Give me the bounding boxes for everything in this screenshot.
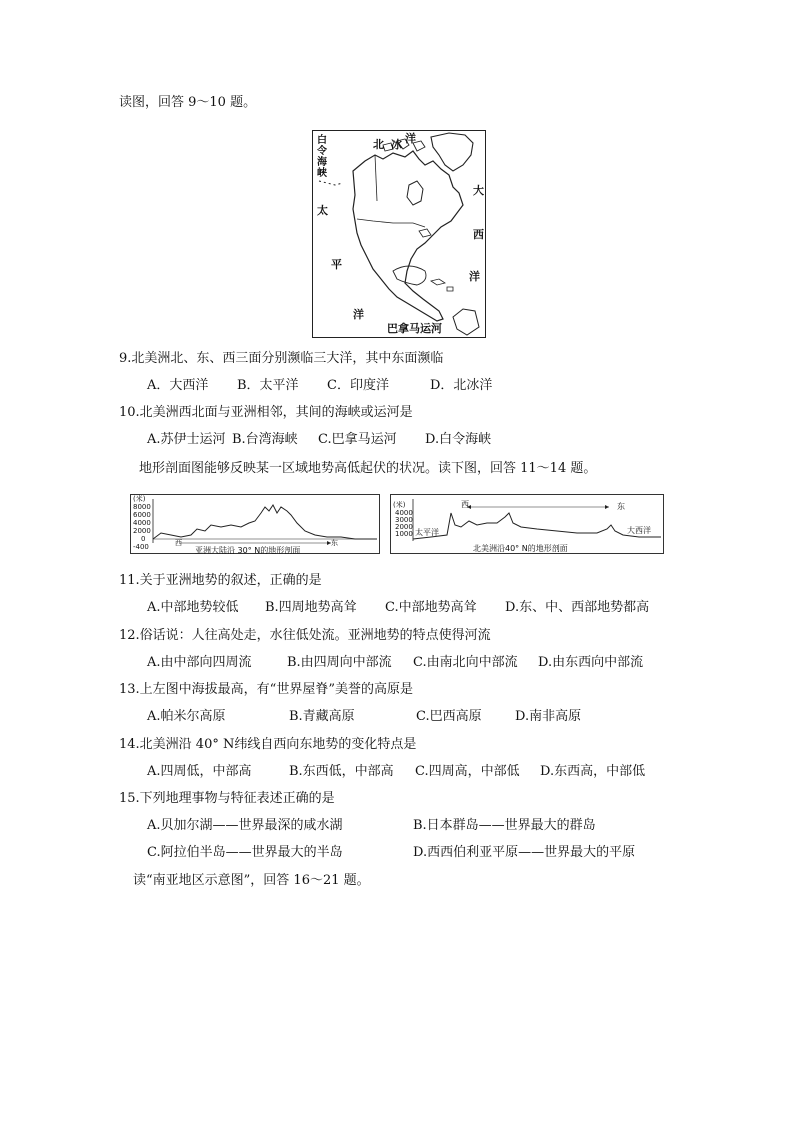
q9-stem: 9.北美洲北、东、西三面分别濒临三大洋，其中东面濒临 — [119, 351, 444, 366]
intro3-text: 读“南亚地区示意图”，回答 16～21 题。 — [133, 873, 370, 888]
q15-option-a: A.贝加尔湖——世界最深的咸水湖 — [147, 818, 343, 833]
asia-profile-figure — [130, 494, 380, 554]
q10-stem: 10.北美洲西北面与亚洲相邻，其间的海峡或运河是 — [119, 405, 413, 420]
q9-option-a: A．大西洋 — [147, 378, 209, 393]
na-y-tick-1: 3000 — [395, 516, 413, 524]
q9-option-b: B．太平洋 — [237, 378, 299, 393]
q9-option-c: C．印度洋 — [327, 378, 389, 393]
na-y-tick-0: 4000 — [395, 509, 413, 517]
na-y-unit: (米) — [393, 501, 406, 509]
q10-option-b: B.台湾海峡 — [232, 432, 298, 447]
q13-stem: 13.上左图中海拔最高，有“世界屋脊”美誉的高原是 — [119, 682, 413, 697]
pacific-label-tai: 太 — [317, 204, 328, 217]
q10-option-a: A.苏伊士运河 — [147, 432, 226, 447]
atlantic-label-xi: 西 — [473, 228, 484, 241]
asia-y-tick-5: -400 — [133, 543, 149, 551]
north-america-map — [312, 130, 486, 338]
q11-stem: 11.关于亚洲地势的叙述，正确的是 — [119, 573, 322, 588]
q12-option-d: D.由东西向中部流 — [538, 655, 644, 670]
q12-option-a: A.由中部向四周流 — [147, 655, 252, 670]
arctic-label-ocean: 洋 — [405, 132, 416, 145]
q14-option-a: A.四周低，中部高 — [147, 764, 252, 779]
q15-option-c: C.阿拉伯半岛——世界最大的半岛 — [147, 845, 343, 860]
q13-option-a: A.帕米尔高原 — [147, 709, 226, 724]
q9-option-d: D．北冰洋 — [430, 378, 493, 393]
asia-y-unit: (米) — [133, 495, 146, 503]
q13-option-b: B.青藏高原 — [289, 709, 355, 724]
q14-option-c: C.四周高，中部低 — [415, 764, 520, 779]
asia-y-tick-1: 6000 — [133, 511, 151, 519]
q14-option-b: B.东西低，中部高 — [289, 764, 394, 779]
na-atlantic-label: 大西洋 — [627, 526, 651, 535]
asia-y-tick-2: 4000 — [133, 519, 151, 527]
asia-west-label: 西 — [175, 539, 182, 547]
q14-stem: 14.北美洲沿 40° N纬线自西向东地势的变化特点是 — [119, 737, 417, 752]
pacific-label-ocean: 洋 — [353, 308, 364, 321]
asia-profile-caption: 亚洲大陆沿 30° N的地形剖面 — [195, 546, 301, 555]
q12-stem: 12.俗话说：人往高处走，水往低处流。亚洲地势的特点使得河流 — [119, 628, 491, 643]
bering-strait-label: 白令海峡 — [317, 135, 327, 179]
q12-option-b: B.由四周向中部流 — [287, 655, 392, 670]
q15-stem: 15.下列地理事物与特征表述正确的是 — [119, 791, 335, 806]
north-america-outline — [313, 131, 485, 337]
na-y-tick-3: 1000 — [395, 530, 413, 538]
na-west-label: 西 — [461, 500, 469, 509]
asia-y-tick-3: 2000 — [133, 527, 151, 535]
q11-option-d: D.东、中、西部地势都高 — [505, 600, 650, 615]
q13-option-c: C.巴西高原 — [416, 709, 482, 724]
q12-option-c: C.由南北向中部流 — [413, 655, 518, 670]
na-pacific-label: 太平洋 — [415, 528, 439, 537]
intro-text: 读图，回答 9～10 题。 — [119, 95, 257, 110]
q15-option-b: B.日本群岛——世界最大的群岛 — [413, 818, 596, 833]
asia-y-tick-0: 8000 — [133, 503, 151, 511]
q11-option-b: B.四周地势高耸 — [265, 600, 357, 615]
asia-y-tick-4: 0 — [141, 535, 146, 543]
na-y-tick-2: 2000 — [395, 523, 413, 531]
arctic-label-north: 北 — [373, 138, 384, 151]
q13-option-d: D.南非高原 — [515, 709, 582, 724]
intro2-text: 地形剖面图能够反映某一区域地势高低起伏的状况。读下图，回答 11～14 题。 — [139, 461, 597, 476]
atlantic-label-da: 大 — [473, 184, 484, 197]
na-profile-figure — [390, 494, 664, 554]
q11-option-c: C.中部地势高耸 — [385, 600, 477, 615]
atlantic-label-ocean: 洋 — [469, 270, 480, 283]
arctic-label-ice: 冰 — [391, 138, 402, 151]
q15-option-d: D.西西伯利亚平原——世界最大的平原 — [413, 845, 636, 860]
q10-option-d: D.白令海峡 — [425, 432, 492, 447]
na-east-label: 东 — [617, 502, 625, 511]
panama-canal-label: 巴拿马运河 — [387, 322, 442, 335]
na-profile-caption: 北美洲沿40° N的地形剖面 — [473, 544, 568, 553]
q11-option-a: A.中部地势较低 — [147, 600, 239, 615]
asia-east-label: 东 — [331, 539, 338, 547]
q10-option-c: C.巴拿马运河 — [318, 432, 397, 447]
q14-option-d: D.东西高，中部低 — [540, 764, 646, 779]
pacific-label-ping: 平 — [331, 258, 342, 271]
